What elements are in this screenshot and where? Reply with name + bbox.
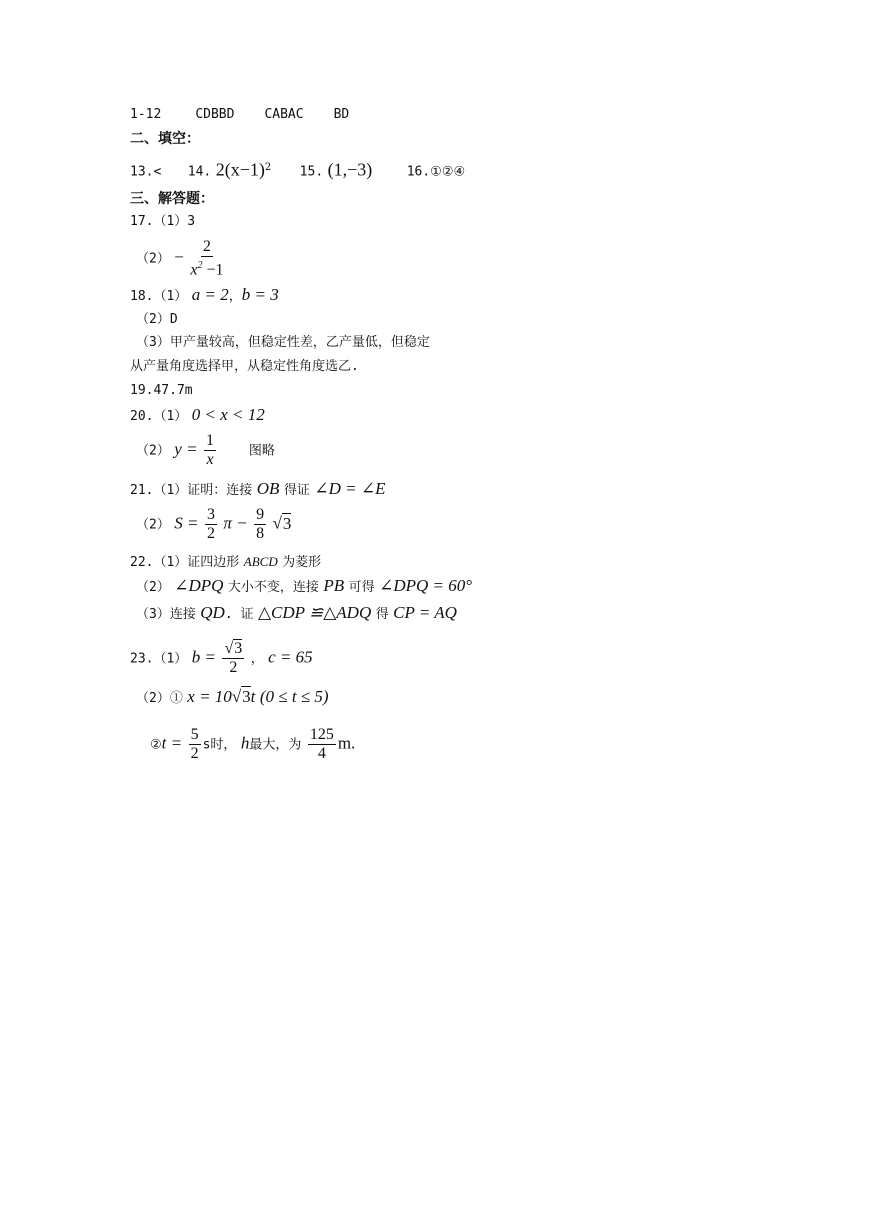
q23-t-unit: s时， xyxy=(202,737,237,753)
q22-qd: QD xyxy=(200,603,225,622)
q21-part2 xyxy=(136,506,291,543)
q23-c-expr: c = 65 xyxy=(268,647,313,667)
q20-part2-label: （2） xyxy=(136,443,170,459)
q22-part1-label: 22.（1）证四边形 xyxy=(130,555,240,570)
q21-radicand: 3 xyxy=(282,513,292,533)
fill-q15-expr: (1,−3) xyxy=(327,159,373,180)
q22-part2 xyxy=(136,577,472,597)
fill-q16: 16.①②④ xyxy=(406,164,466,180)
q18-b-expr: b = 3 xyxy=(241,285,279,304)
q17-numerator: 2 xyxy=(202,238,211,255)
q22-abcd: ABCD xyxy=(243,554,278,569)
q23-x-radicand: 3 xyxy=(242,687,251,706)
q17-part2-label: （2） xyxy=(136,251,170,267)
q23-max-fraction xyxy=(308,726,336,763)
mc-range: 1-12 xyxy=(130,107,162,122)
q17-den-rest: −1 xyxy=(202,261,224,279)
q20-lhs: y = xyxy=(174,439,198,459)
q23-x-range: (0 ≤ t ≤ 5) xyxy=(259,687,329,706)
q21-mid: 得证 xyxy=(283,483,310,498)
q21-sqrt: √3 xyxy=(272,513,292,533)
q21-lhs: S = xyxy=(174,513,199,533)
fill-q13: 13.< xyxy=(130,164,162,180)
q23-part1 xyxy=(130,640,313,677)
q23-h: h xyxy=(240,733,250,753)
q23-t-denominator: 2 xyxy=(190,745,199,762)
q20-denominator: x xyxy=(206,451,214,468)
q23-b-lhs: b = xyxy=(191,647,216,667)
q17-part2 xyxy=(136,238,225,279)
fill-q14-label: 14. xyxy=(187,164,212,180)
q22-part3 xyxy=(136,604,457,624)
q18-sep: ， xyxy=(228,289,242,304)
q22-pb: PB xyxy=(323,576,345,595)
mc-group-3: BD xyxy=(333,107,350,122)
q22-congruence: △CDP ≌△ADQ xyxy=(257,603,372,622)
q23-part3-mid: 最大，为 xyxy=(249,737,302,753)
q18-a-expr: a = 2 xyxy=(191,285,229,304)
q23-x-lhs: x = 10 xyxy=(187,687,232,706)
q23-max-denominator: 4 xyxy=(317,745,326,762)
q18-part2: （2）D xyxy=(136,312,178,327)
q22-part2-label: （2） xyxy=(136,580,170,595)
q21-ob: OB xyxy=(256,479,280,498)
q23-x-sqrt: √3 xyxy=(231,687,251,706)
q23-sep: ， xyxy=(250,651,264,667)
fill-answers xyxy=(130,156,465,185)
q21-pi: π − xyxy=(223,513,248,533)
q23-unit-m: m. xyxy=(337,733,356,753)
q17-part1: 17.（1）3 xyxy=(130,214,196,229)
mc-group-2: CABAC xyxy=(264,107,304,122)
q23-b-numerator: √3 xyxy=(224,640,243,657)
q23-part2-label: （2）① xyxy=(136,691,183,706)
q22-angle: ∠DPQ xyxy=(174,576,224,595)
fill-q14-expr: 2(x−1) xyxy=(215,159,265,180)
q23-part2 xyxy=(136,688,329,708)
q20-part1 xyxy=(130,406,265,426)
q20-note: 图略 xyxy=(248,443,275,459)
mc-answers xyxy=(130,106,349,124)
q23-part3 xyxy=(150,726,355,763)
q23-part1-label: 23.（1） xyxy=(130,651,188,667)
section-fill-heading: 二、填空： xyxy=(130,131,200,147)
q21-part1-label: 21.（1）证明：连接 xyxy=(130,483,253,498)
q22-part1-rest: 为菱形 xyxy=(282,555,322,570)
q23-t-numerator: 5 xyxy=(190,726,199,743)
q22-angle-value: ∠DPQ = 60° xyxy=(379,576,473,595)
q17-den-base: x xyxy=(190,261,198,279)
q20-numerator: 1 xyxy=(206,432,215,449)
fill-q15-label: 15. xyxy=(299,164,324,180)
q17-denominator xyxy=(190,257,223,279)
q21-fraction-1 xyxy=(205,506,217,543)
q21-f2-num: 9 xyxy=(256,506,265,523)
q23-b-denominator: 2 xyxy=(229,659,238,676)
q19-answer: 19.47.7m xyxy=(130,383,193,398)
q22-part2-mid: 大小不变，连接 xyxy=(227,580,319,595)
section-solutions-heading: 三、解答题： xyxy=(130,191,214,207)
q21-angle-eq: ∠D = ∠E xyxy=(314,479,386,498)
q18-part1 xyxy=(130,286,279,306)
q22-part3-label: （3）连接 xyxy=(136,607,196,622)
q23-max-numerator: 125 xyxy=(309,726,334,743)
q21-fraction-2 xyxy=(254,506,266,543)
q23-t-fraction xyxy=(189,726,201,763)
q22-part2-mid2: 可得 xyxy=(348,580,375,595)
q23-x-t: t xyxy=(250,687,256,706)
q20-part2 xyxy=(136,432,275,469)
q23-t-lhs: t = xyxy=(161,733,183,753)
q17-den-exp: 2 xyxy=(197,260,203,271)
q21-f2-den: 8 xyxy=(256,525,265,542)
q23-b-radicand: 3 xyxy=(234,640,243,657)
q22-part3-mid2: 得 xyxy=(375,607,389,622)
q21-part1 xyxy=(130,480,385,500)
q17-fraction xyxy=(190,238,223,279)
q21-f1-num: 3 xyxy=(206,506,215,523)
q17-minus: − xyxy=(174,247,184,267)
fill-q14-exponent: 2 xyxy=(264,162,272,173)
q21-part2-label: （2） xyxy=(136,517,170,533)
q18-part1-label: 18.（1） xyxy=(130,289,188,304)
q22-part3-mid: . 证 xyxy=(224,607,254,622)
q18-part3-line2: 从产量角度选择甲，从稳定性角度选乙. xyxy=(130,359,359,374)
q18-part3-line1: （3）甲产量较高，但稳定性差，乙产量低，但稳定 xyxy=(136,335,430,350)
q22-part1 xyxy=(130,553,321,572)
q20-inequality: 0 < x < 12 xyxy=(191,405,265,424)
q20-part1-label: 20.（1） xyxy=(130,409,188,424)
mc-group-1: CDBBD xyxy=(195,107,235,122)
q21-f1-den: 2 xyxy=(206,525,215,542)
q20-fraction xyxy=(204,432,216,469)
q22-equality: CP = AQ xyxy=(393,603,457,622)
q23-b-fraction xyxy=(222,640,244,677)
q23-part3-label: ② xyxy=(150,737,162,753)
